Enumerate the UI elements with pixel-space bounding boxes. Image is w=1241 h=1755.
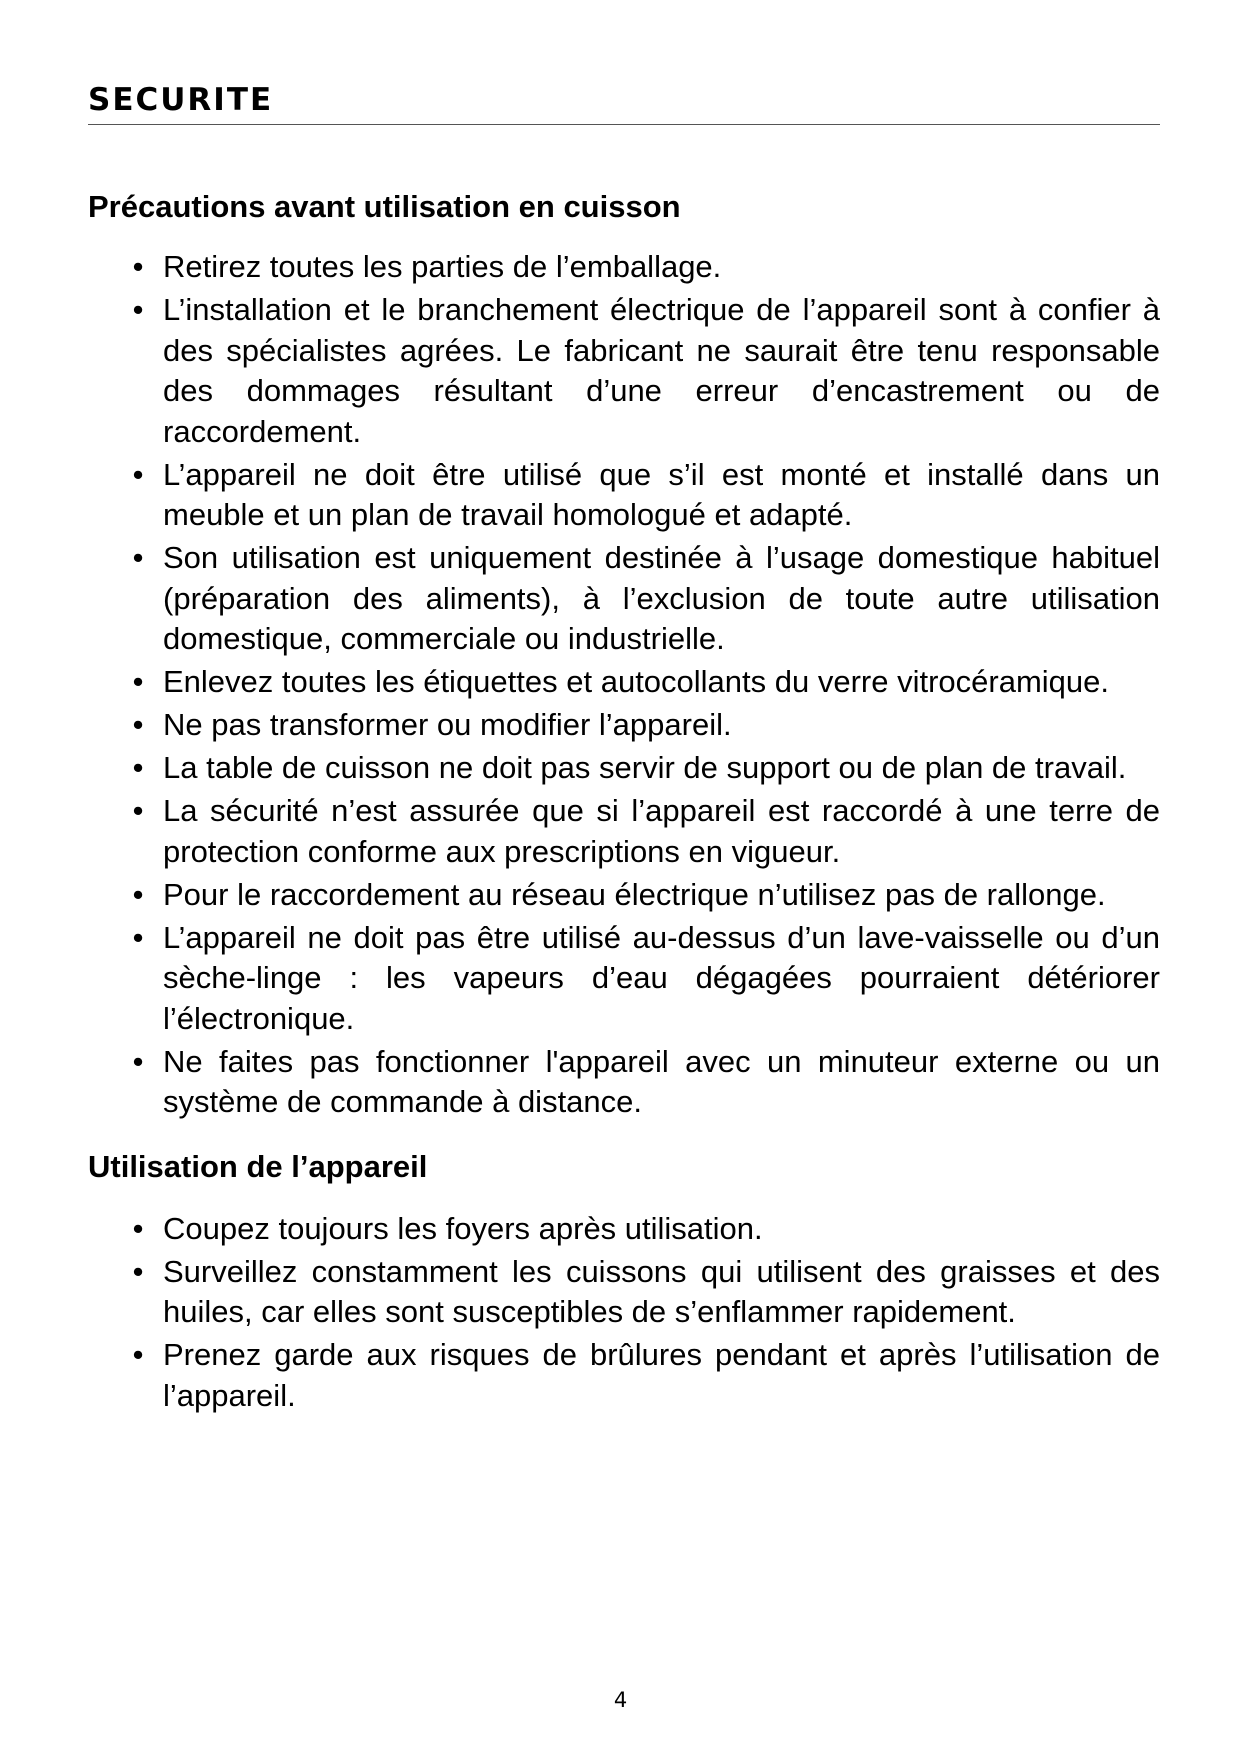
- list-item-text: La sécurité n’est assurée que si l’appareil est raccordé à une terre de protection conforme aux prescriptions en vigueur.: [163, 793, 1160, 869]
- page-header: [88, 80, 1160, 125]
- list-item-text: Son utilisation est uniquement destinée à l’usage domestique habituel (préparation des aliments), à l’exclusion de toute autre utilisation domestique, commerciale ou industrielle.: [163, 540, 1160, 656]
- list-item: [88, 791, 1160, 872]
- list-item-text: Coupez toujours les foyers après utilisation.: [163, 1210, 763, 1246]
- bullet-icon: •: [132, 456, 144, 492]
- section-title-utilisation: Utilisation de l’appareil: [88, 1148, 428, 1184]
- list-item: [88, 1209, 1160, 1250]
- list-item: [88, 1252, 1160, 1333]
- list-item: [88, 1042, 1160, 1123]
- list-item: [88, 918, 1160, 1040]
- list-item: [88, 290, 1160, 452]
- bullet-icon: •: [132, 540, 144, 575]
- list-item-text: Ne faites pas fonctionner l'appareil avec un minuteur externe ou un système de commande à distance.: [163, 1043, 1160, 1119]
- list-item: [88, 875, 1160, 916]
- list-item: [88, 247, 1160, 288]
- list-item-text: Surveillez constamment les cuissons qui utilisent des graisses et des huiles, car elles sont susceptibles de s’enflammer rapidement.: [163, 1253, 1160, 1329]
- bullet-icon: •: [132, 750, 144, 785]
- list-item-text: La table de cuisson ne doit pas servir de support ou de plan de travail.: [163, 750, 1127, 785]
- bullet-icon: •: [132, 793, 144, 828]
- bullet-icon: •: [132, 876, 144, 912]
- list-item: [88, 748, 1160, 789]
- list-item-text: Pour le raccordement au réseau électrique n’utilisez pas de rallonge.: [163, 876, 1106, 912]
- list-item-text: Ne pas transformer ou modifier l’appareil.: [163, 707, 732, 742]
- list-item: [88, 1335, 1160, 1416]
- bullet-icon: •: [132, 919, 144, 955]
- page-title: SECURITE: [88, 82, 274, 118]
- bullet-icon: •: [132, 1210, 144, 1246]
- section-title-precautions: Précautions avant utilisation en cuisson: [88, 189, 681, 224]
- list-item: [88, 705, 1160, 746]
- precautions-list: [88, 247, 1160, 1123]
- bullet-icon: •: [132, 249, 144, 284]
- bullet-icon: •: [132, 1253, 144, 1289]
- utilisation-list: [88, 1209, 1160, 1417]
- bullet-icon: •: [132, 1337, 144, 1372]
- list-item-text: L’installation et le branchement électrique de l’appareil sont à confier à des spécialistes agrées. Le fabricant ne saurait être tenu responsable des dommages résultant d’une erreur d’encastrement ou de raccordement.: [163, 292, 1160, 449]
- document-page: [88, 0, 1160, 1419]
- list-item-text: Prenez garde aux risques de brûlures pendant et après l’utilisation de l’appareil.: [163, 1337, 1160, 1413]
- bullet-icon: •: [132, 292, 144, 327]
- bullet-icon: •: [132, 707, 144, 742]
- list-item-text: Enlevez toutes les étiquettes et autocollants du verre vitrocéramique.: [163, 664, 1110, 699]
- list-item: [88, 662, 1160, 703]
- bullet-icon: •: [132, 1043, 144, 1079]
- list-item-text: Retirez toutes les parties de l’emballage.: [163, 249, 722, 284]
- list-item-text: L’appareil ne doit pas être utilisé au-dessus d’un lave-vaisselle ou d’un sèche-linge : les vapeurs d’eau dégagées pourraient détériorer l’électronique.: [163, 919, 1160, 1036]
- bullet-icon: •: [132, 664, 144, 699]
- list-item-text: L’appareil ne doit être utilisé que s’il est monté et installé dans un meuble et un plan de travail homologué et adapté.: [163, 456, 1160, 532]
- list-item: [88, 455, 1160, 536]
- page-number: 4: [613, 1688, 628, 1712]
- list-item: [88, 538, 1160, 660]
